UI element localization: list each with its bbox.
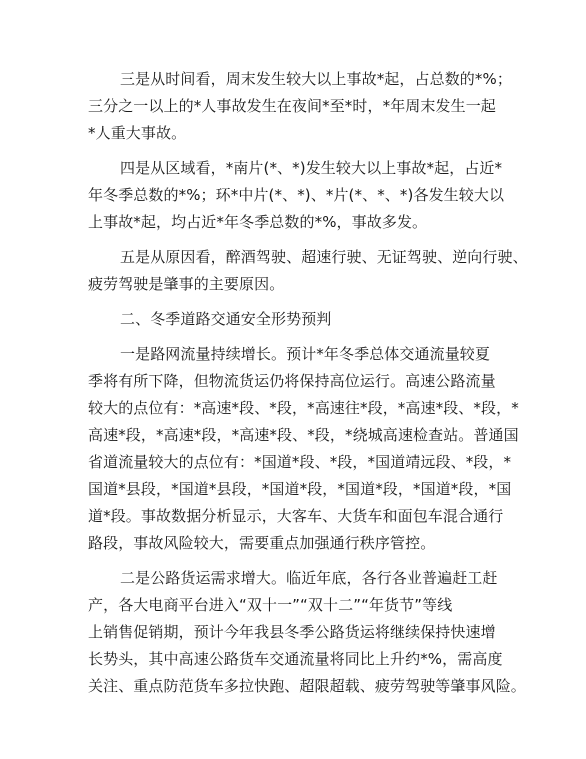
text-line: 年冬季总数的*%；环*中片(*、*)、*片(*、*、*)各发生较大以 bbox=[88, 186, 505, 204]
text-line: 关注、重点防范货车多拉快跑、超限超载、疲劳驾驶等肇事风险。 bbox=[88, 677, 526, 695]
text-line: 长势头，其中高速公路货车交通流量将同比上升约*%，需高度 bbox=[88, 650, 503, 668]
text-line: 三分之一以上的*人事故发生在夜间*至*时，*年周末发生一起 bbox=[88, 97, 496, 115]
text-line: 高速*段，*高速*段，*高速*段、*段，*绕城高速检查站。普通国 bbox=[88, 426, 519, 444]
paragraph-cause-analysis bbox=[88, 244, 528, 298]
document-page bbox=[88, 66, 528, 708]
text-line: 一是路网流量持续增长。预计*年冬季总体交通流量较夏 bbox=[120, 345, 491, 363]
text-line: 四是从区域看，*南片(*、*)发生较大以上事故*起，占近* bbox=[120, 159, 503, 177]
paragraph-region-analysis bbox=[88, 155, 506, 236]
text-line: 省道流量较大的点位有：*国道*段、*段，*国道靖远段、*段，* bbox=[88, 453, 512, 471]
text-line: 疲劳驾驶是肇事的主要原因。 bbox=[88, 275, 285, 293]
text-line: 季将有所下降，但物流货运仍将保持高位运行。高速公路流量 bbox=[88, 372, 496, 390]
text-line: 三是从时间看，周末发生较大以上事故*起，占总数的*%； bbox=[120, 70, 512, 88]
text-line: 上事故*起，均占近*年冬季总数的*%，事故多发。 bbox=[88, 213, 428, 231]
text-line: 上销售促销期，预计今年我县冬季公路货运将继续保持快速增 bbox=[88, 623, 496, 641]
paragraph-freight-demand bbox=[88, 565, 526, 700]
text-line: 五是从原因看，醉酒驾驶、超速行驶、无证驾驶、逆向行驶、 bbox=[120, 248, 528, 266]
paragraph-traffic-volume bbox=[88, 341, 519, 557]
text-line: 国道*县段，*国道*县段，*国道*段，*国道*段，*国道*段，*国 bbox=[88, 480, 512, 498]
text-line: 二是公路货运需求增大。临近年底，各行各业普遍赶工赶 bbox=[120, 569, 498, 587]
text-line: *人重大事故。 bbox=[88, 124, 187, 142]
text-line: 产，各大电商平台进入“双十一”“双十二”“年货节”等线 bbox=[88, 596, 453, 614]
section-heading-text: 二、冬季道路交通安全形势预判 bbox=[120, 310, 332, 328]
text-line: 道*段。事故数据分析显示，大客车、大货车和面包车混合通行 bbox=[88, 507, 504, 525]
text-line: 较大的点位有：*高速*段、*段，*高速往*段，*高速*段、*段，* bbox=[88, 399, 519, 417]
text-line: 路段，事故风险较大，需要重点加强通行秩序管控。 bbox=[88, 534, 436, 552]
section-heading bbox=[88, 306, 506, 333]
paragraph-time-analysis bbox=[88, 66, 512, 147]
